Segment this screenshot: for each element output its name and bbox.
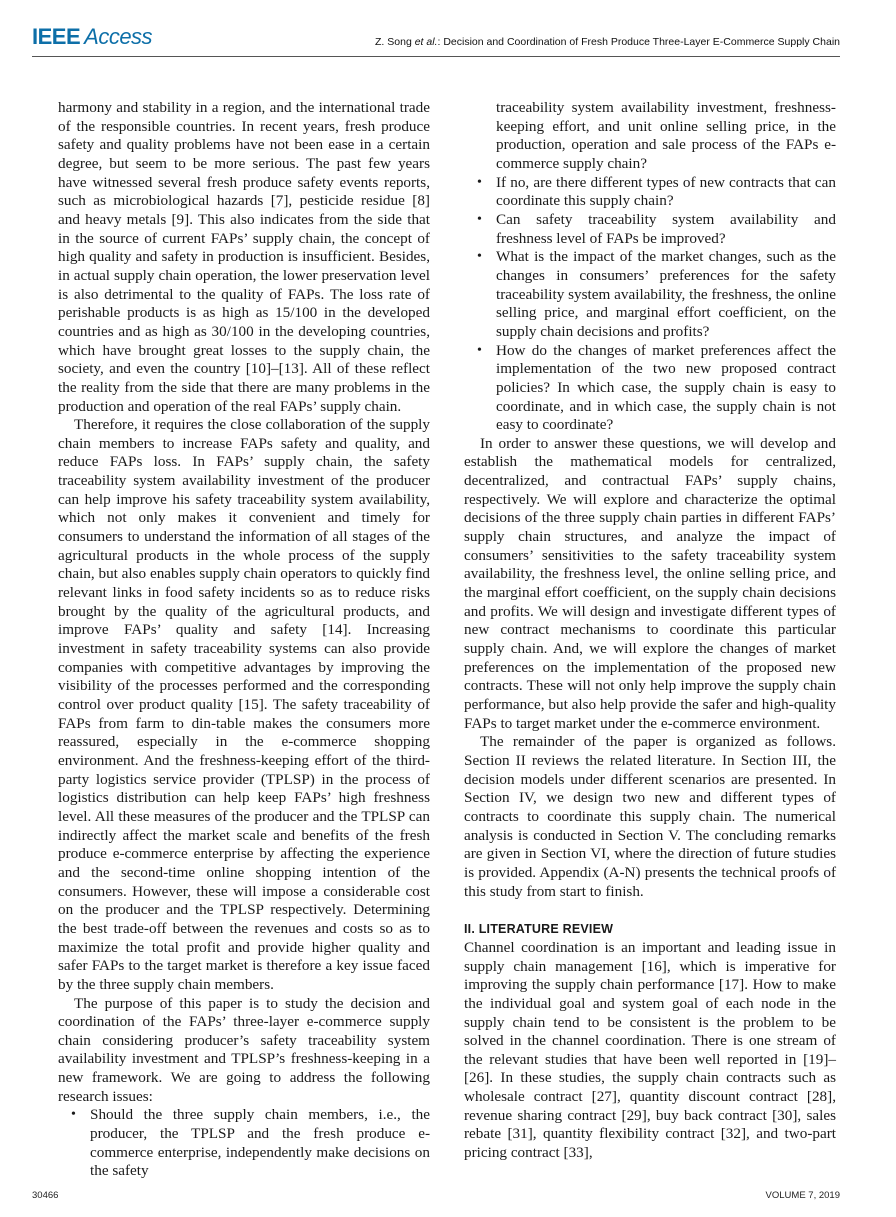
running-title: [375, 36, 840, 48]
list-item: [464, 174, 836, 211]
list-item-text: traceability system availability investment, freshness-keeping effort, and unit online selling price, in the production, operation and sale process of the FAPs e-commerce supply chain?: [496, 99, 836, 172]
logo-ieee: IEEE: [32, 24, 81, 49]
paragraph: harmony and stability in a region, and the international trade of the responsible countries. In recent years, fresh produce safety and quality problems have not been ease in a certain degree, but seem to be more serious. The past few years have witnessed several fresh produce safety events reports, such as microbiological hazards [7], pesticide residue [8] and heavy metals [9]. This also indicates from the side that in the source of current FAPs’ supply chain, the concept of high quality and safety in production is insufficient. Besides, in actual supply chain operation, the lower preservation level is also detrimental to the quality of FAPs. The loss rate of perishable products is as high as 15/100 in the developed countries and as high as 30/100 in the developing countries, which have brought great losses to the supply chain, the society, and even the country [10]–[13]. All of these reflect the reality from the side that there are many problems in the production and operation of the real FAPs’ supply chain.: [58, 99, 430, 415]
paragraph: The remainder of the paper is organized as follows. Section II reviews the related literature. In Section III, the decision models under different scenarios are presented. In Section IV, we design two new and different types of contracts to coordinate this supply chain. The numerical analysis is conducted in Section V. The concluding remarks are given in Section VI, where the direction of future studies is provided. Appendix (A-N) presents the technical proofs of this study from start to finish.: [464, 733, 836, 900]
left-column: [58, 99, 430, 1181]
running-paper-title: : Decision and Coordination of Fresh Produce Three-Layer E-Commerce Supply Chain: [437, 36, 840, 48]
list-item: [464, 211, 836, 248]
list-item-text: Should the three supply chain members, i.e., the producer, the TPLSP and the fresh produce e-commerce enterprise, independently make decisions on the safety: [90, 1106, 430, 1180]
list-item: [464, 342, 836, 435]
bullet-icon: •: [477, 211, 482, 227]
list-item: [58, 1106, 430, 1181]
logo-access: Access: [84, 24, 153, 49]
right-column: [464, 99, 836, 1163]
list-item-text: What is the impact of the market changes, such as the changes in consumers’ preferences for the safety traceability system availability, the freshness, the online selling price, and marginal effort coefficient, on the supply chain decisions and profits?: [496, 248, 836, 340]
bullet-icon: •: [71, 1107, 76, 1123]
header-rule: [32, 56, 840, 57]
paragraph: In order to answer these questions, we will develop and establish the mathematical models for centralized, decentralized, and contractual FAPs’ supply chains, respectively. We will explore and characterize the optimal decisions of the three supply chain parties in different FAPs’ supply chain structures, and analyze the impact of consumers’ sensitivities to the safety traceability system availability, the freshness level, the online selling price, and the marginal effort coefficient, on the supply chain decisions and profits. We will design and investigate different types of new contract mechanisms to coordinate this particular supply chain. And, we will explore the changes of market preferences on the implementation of the proposed new contracts. These will not only help improve the supply chain performance, but also help provide the safer and high-quality FAPs to target market under the e-commerce environment.: [464, 434, 836, 732]
page-number: 30466: [32, 1190, 59, 1201]
running-etal: et al.: [414, 36, 438, 48]
running-author: Z. Song: [375, 36, 412, 48]
list-item: [464, 99, 836, 174]
bullet-icon: •: [477, 249, 482, 265]
volume-label: VOLUME 7, 2019: [765, 1190, 840, 1201]
bullet-icon: •: [477, 342, 482, 358]
paragraph: Channel coordination is an important and leading issue in supply chain management [16], which is imperative for improving the supply chain performance [17]. How to make the individual goal and system goal of each node in the supply chain tend to be consistent is the problem to be solved in the channel coordination. There is one stream of the relevant studies that have been well reported in [19]–[26]. In these studies, the supply chain contracts such as wholesale contract [27], quantity discount contract [28], revenue sharing contract [29], buy back contract [30], sales rebate [31], quantity flexibility contract [32], and two-part pricing contract [33],: [464, 938, 836, 1162]
page-header: [32, 24, 840, 52]
paragraph: The purpose of this paper is to study the decision and coordination of the FAPs’ three-layer e-commerce supply chain considering producer’s safety traceability system availability investment and TPLSP’s freshness-keeping in a new framework. We are going to address the following research issues:: [58, 994, 430, 1105]
section-heading: II. LITERATURE REVIEW: [464, 922, 614, 937]
bullet-icon: •: [477, 174, 482, 190]
list-item-text: How do the changes of market preferences affect the implementation of the two new proposed contract policies? In which case, the supply chain is easy to coordinate, and in which case, the supply chain is not easy to coordinate?: [496, 341, 836, 434]
paragraph: Therefore, it requires the close collaboration of the supply chain members to increase FAPs safety and quality, and reduce FAPs loss. In FAPs’ supply chain, the safety traceability system availability investment of the producer can help improve his safety traceability system availability, which not only makes it convenient and timely for consumers to understand the information of all stages of the agricultural products in the whole process of the supply chain, but also enables supply chain operators to quickly find relevant links in food safety incidents so as to reduce risks brought by the quality of the agricultural products, and improve FAPs’ quality and safety [14]. Increasing investment in safety traceability systems can also provide companies with competitive advantages by improving the visibility of the processes performed and the corresponding control over product quality [15]. The safety traceability of FAPs from farm to din-table makes the consumers more reassured, especially in the e-commerce shopping environment. And the freshness-keeping effort of the third-party logistics service provider (TPLSP) in the process of logistics distribution can help keep FAPs’ high freshness level. All these measures of the producer and the TPLSP can indirectly affect the market scale and benefits of the fresh produce e-commerce enterprise by affecting the experience and the second-time online shopping intention of the consumers. However, these will impose a considerable cost on the producer and the TPLSP respectively. Determining the best trade-off between the revenues and costs so as to maximize the total profit and provide higher quality and safer FAPs to the target market is therefore a key issue faced by the three supply chain members.: [58, 416, 431, 993]
research-issues-list: [58, 1106, 430, 1181]
list-item: [464, 248, 836, 341]
list-item-text: Can safety traceability system availability and freshness level of FAPs be improved?: [496, 210, 836, 247]
ieee-access-logo: [32, 24, 152, 50]
research-issues-list-continued: [464, 99, 836, 435]
list-item-text: If no, are there different types of new contracts that can coordinate this supply chain?: [496, 173, 836, 210]
